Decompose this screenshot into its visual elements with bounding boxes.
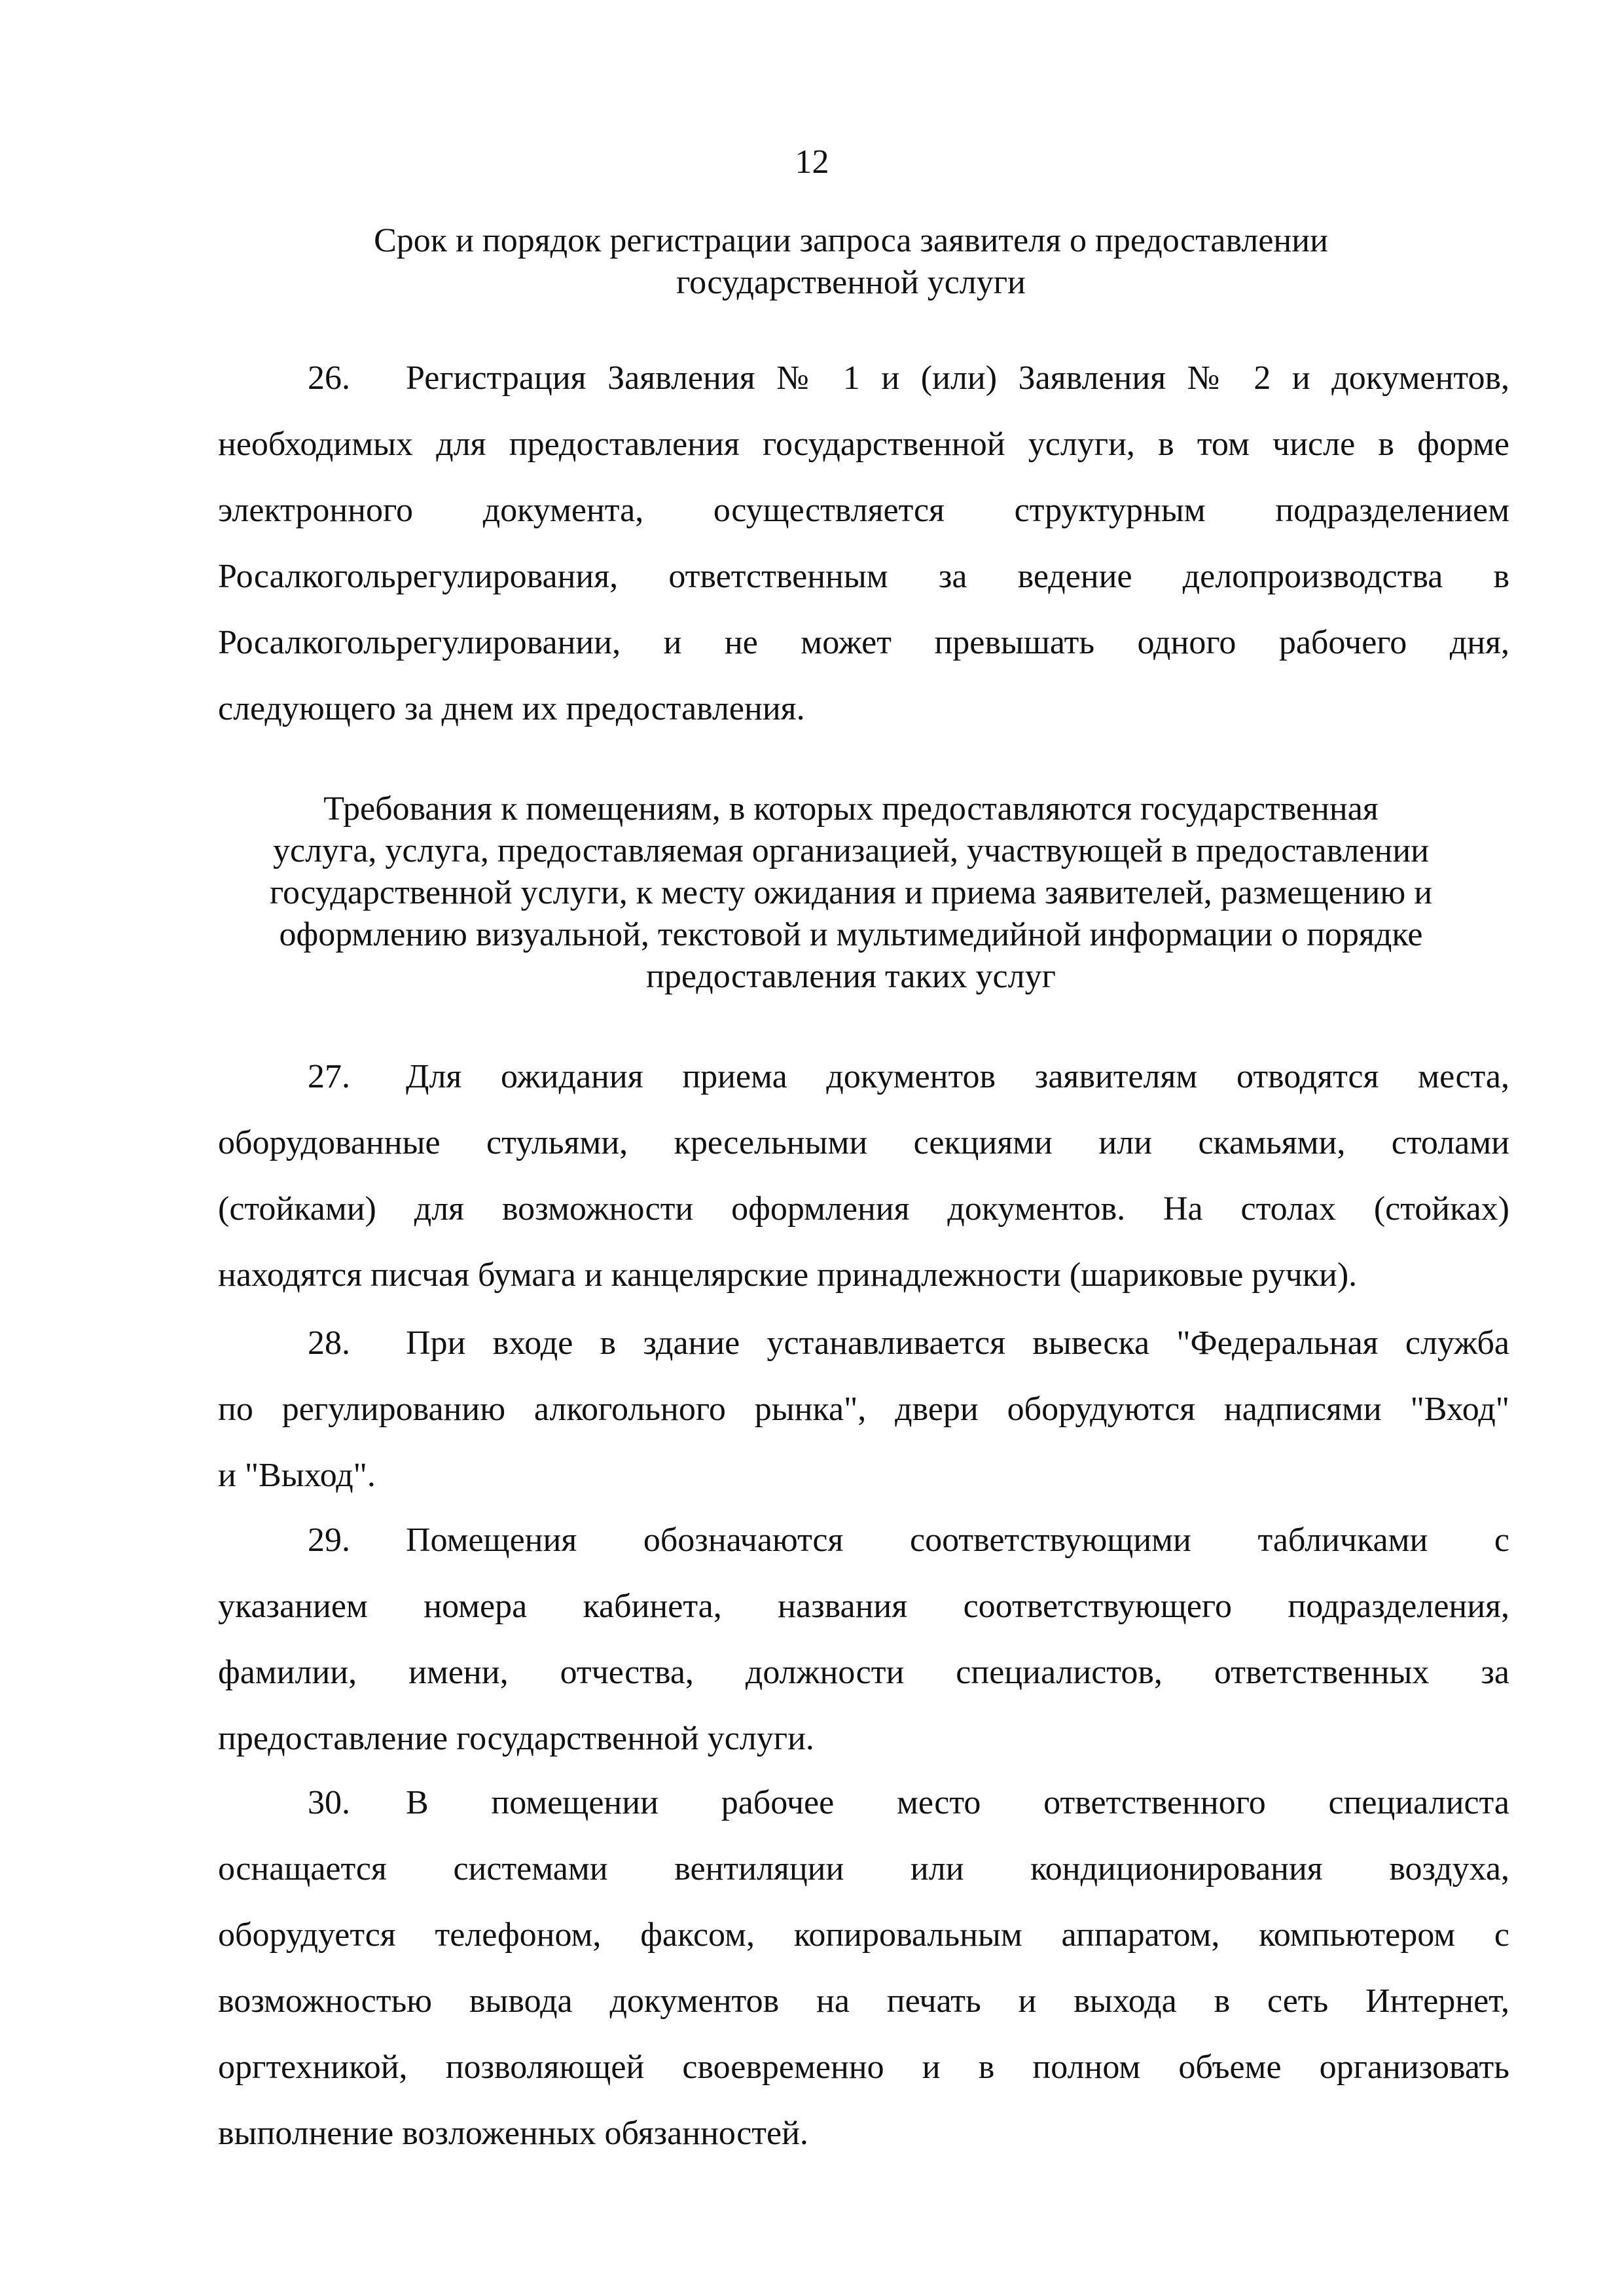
section-heading-premises: [216, 788, 1486, 998]
heading-line: государственной услуги, к месту ожидания и приема заявителей, размещению и: [269, 874, 1433, 911]
paragraph-number: 29.: [308, 1522, 350, 1559]
paragraph-line: оснащается системами вентиляции или кондиционирования воздуха,: [218, 1850, 1509, 1887]
paragraph-line: оборудуется телефоном, факсом, копировальным аппаратом, компьютером с: [218, 1916, 1509, 1954]
paragraph-text: Регистрация Заявления № 1 и (или) Заявления № 2 и документов,: [406, 359, 1509, 397]
paragraph-line: оборудованные стульями, кресельными секциями или скамьями, столами: [218, 1124, 1509, 1161]
paragraph-line: [218, 1324, 1509, 1390]
paragraph-line: [218, 1057, 1509, 1123]
paragraph-line: фамилии, имени, отчества, должности специалистов, ответственных за: [218, 1654, 1509, 1691]
paragraph-text: Помещения обозначаются соответствующими табличками с: [406, 1522, 1509, 1559]
paragraph-line: следующего за днем их предоставления.: [218, 690, 805, 727]
paragraph-line: оргтехникой, позволяющей своевременно и в полном объеме организовать: [218, 2049, 1509, 2086]
paragraph-line: указанием номера кабинета, названия соответствующего подразделения,: [218, 1588, 1509, 1625]
paragraph-26: [218, 359, 1509, 756]
heading-line: оформлению визуальной, текстовой и мультимедийной информации о порядке: [279, 916, 1423, 953]
paragraph-text: При входе в здание устанавливается вывеска "Федеральная служба: [406, 1324, 1509, 1362]
paragraph-line: [218, 1783, 1509, 1850]
paragraph-line: находятся писчая бумага и канцелярские принадлежности (шариковые ручки).: [218, 1256, 1358, 1294]
paragraph-line: предоставление государственной услуги.: [218, 1720, 814, 1757]
page-number: 12: [795, 143, 829, 181]
paragraph-line: возможностью вывода документов на печать и выхода в сеть Интернет,: [218, 1982, 1509, 2020]
paragraph-text: Для ожидания приема документов заявителям отводятся места,: [406, 1058, 1509, 1095]
paragraph-29: [218, 1521, 1509, 1785]
paragraph-line: (стойками) для возможности оформления документов. На столах (стойках): [218, 1190, 1509, 1228]
paragraph-line: Росалкогольрегулирования, ответственным за ведение делопроизводства в: [218, 558, 1509, 595]
heading-line: предоставления таких услуг: [646, 958, 1056, 995]
paragraph-30: [218, 1783, 1509, 2180]
paragraph-line: [218, 359, 1509, 425]
section-heading-registration: [216, 220, 1486, 304]
paragraph-line: по регулированию алкогольного рынка", двери оборудуются надписями "Вход": [218, 1391, 1509, 1428]
paragraph-28: [218, 1324, 1509, 1522]
heading-line: государственной услуги: [676, 264, 1026, 301]
heading-line: услуга, услуга, предоставляемая организацией, участвующей в предоставлении: [272, 832, 1430, 869]
paragraph-line: [218, 1521, 1509, 1587]
paragraph-text: В помещении рабочее место ответственного специалиста: [406, 1784, 1509, 1821]
paragraph-number: 28.: [308, 1324, 350, 1362]
heading-line: Требования к помещениям, в которых предоставляются государственная: [323, 790, 1379, 828]
heading-line: Срок и порядок регистрации запроса заявителя о предоставлении: [374, 222, 1328, 259]
paragraph-27: [218, 1057, 1509, 1322]
paragraph-line: выполнение возложенных обязанностей.: [218, 2115, 808, 2152]
paragraph-line: необходимых для предоставления государственной услуги, в том числе в форме: [218, 426, 1509, 463]
paragraph-number: 26.: [308, 359, 350, 397]
paragraph-number: 27.: [308, 1058, 350, 1095]
paragraph-line: и "Выход".: [218, 1457, 376, 1494]
paragraph-number: 30.: [308, 1784, 350, 1821]
paragraph-line: Росалкогольрегулировании, и не может превышать одного рабочего дня,: [218, 624, 1509, 661]
paragraph-line: электронного документа, осуществляется структурным подразделением: [218, 492, 1509, 529]
